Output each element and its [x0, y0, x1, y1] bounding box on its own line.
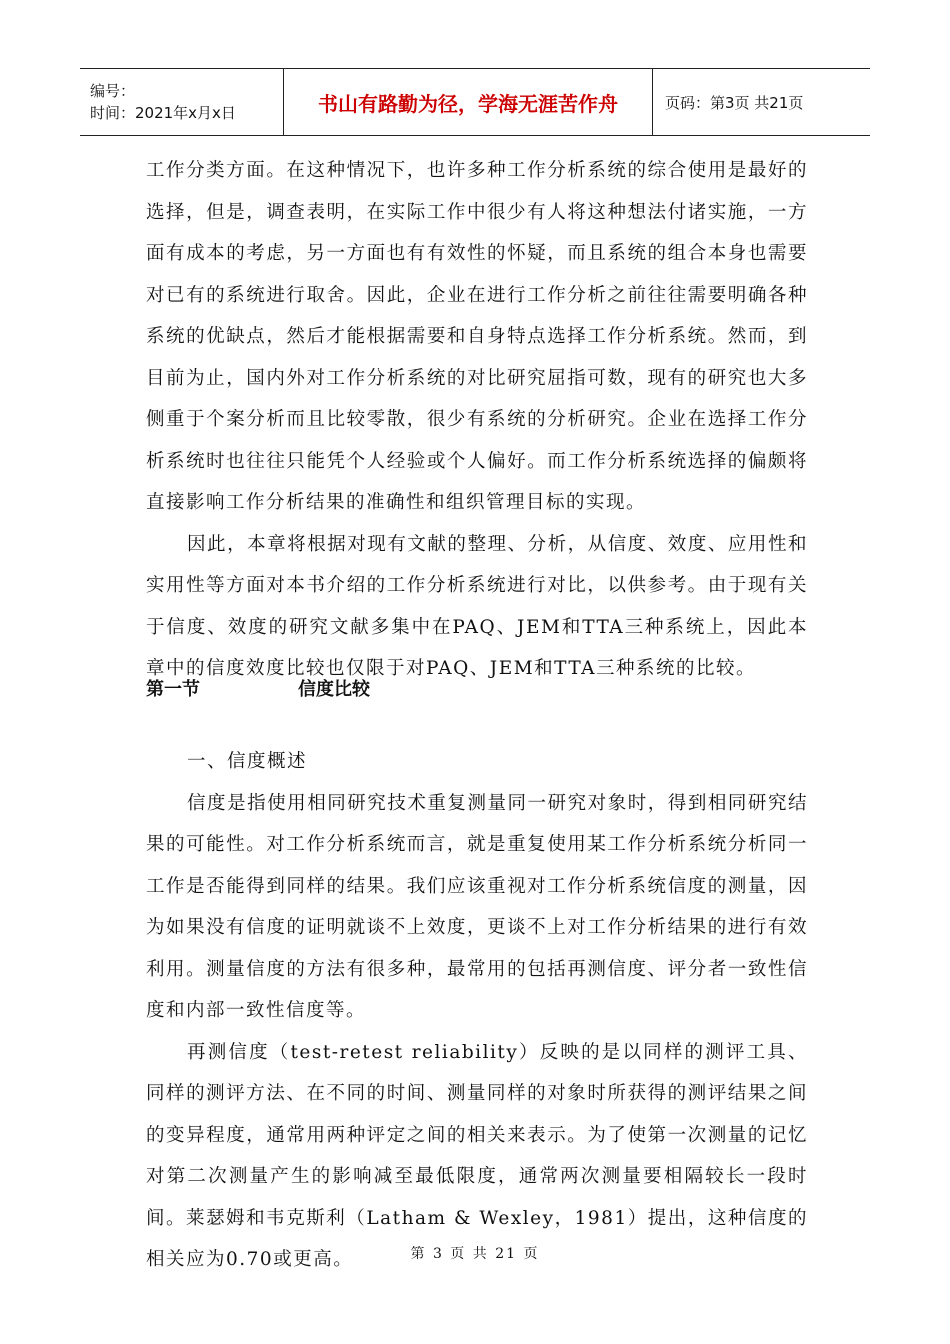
- paragraph: 因此，本章将根据对现有文献的整理、分析，从信度、效度、应用性和实用性等方面对本书介绍的工作分析系统进行对比，以供参考。由于现有关于信度、效度的研究文献多集中在PAQ、JEM和TTA三种系统上，因此本章中的信度效度比较也仅限于对PAQ、JEM和TTA三种系统的比较。: [146, 533, 808, 679]
- section-body: [146, 741, 808, 1281]
- page-footer: 第 3 页 共 21 页: [410, 1246, 540, 1262]
- section-number: 第一节: [146, 679, 200, 700]
- page-header: [80, 68, 870, 136]
- document-number-label: 编号：: [90, 82, 136, 100]
- paragraph: 工作分类方面。在这种情况下，也许多种工作分析系统的综合使用是最好的选择，但是，调查表明，在实际工作中很少有人将这种想法付诸实施，一方面有成本的考虑，另一方面也有有效性的怀疑，而且系统的组合本身也需要对已有的系统进行取舍。因此，企业在进行工作分析之前往往需要明确各种系统的优缺点，然后才能根据需要和自身特点选择工作分析系统。然而，到目前为止，国内外对工作分析系统的对比研究屈指可数，现有的研究也大多侧重于个案分析而且比较零散，很少有系统的分析研究。企业在选择工作分析系统时也往往只能凭个人经验或个人偏好。而工作分析系统选择的偏颇将直接影响工作分析结果的准确性和组织管理目标的实现。: [146, 160, 808, 513]
- header-motto: 书山有路勤为径，学海无涯苦作舟: [283, 69, 653, 135]
- subheading: 一、信度概述: [187, 751, 308, 772]
- header-page-info: 页码：第3页 共21页: [665, 93, 804, 112]
- header-meta: [80, 69, 283, 135]
- section-title: 信度比较: [298, 679, 370, 700]
- intro-body: [146, 150, 808, 690]
- section-heading: [146, 675, 370, 701]
- paragraph: 信度是指使用相同研究技术重复测量同一研究对象时，得到相同研究结果的可能性。对工作分析系统而言，就是重复使用某工作分析系统分析同一工作是否能得到同样的结果。我们应该重视对工作分析系统信度的测量，因为如果没有信度的证明就谈不上效度，更谈不上对工作分析结果的进行有效利用。测量信度的方法有很多种，最常用的包括再测信度、评分者一致性信度和内部一致性信度等。: [146, 792, 808, 1021]
- paragraph: 再测信度（test-retest reliability）反映的是以同样的测评工具、同样的测评方法、在不同的时间、测量同样的对象时所获得的测评结果之间的变异程度，通常用两种评定之间的相关来表示。为了使第一次测量的记忆对第二次测量产生的影响减至最低限度，通常两次测量要相隔较长一段时间。莱瑟姆和韦克斯利（Latham & Wexley，1981）提出，这种信度的相关应为0.70或更高。: [146, 1041, 808, 1270]
- document-date: 时间：2021年x月x日: [90, 104, 236, 122]
